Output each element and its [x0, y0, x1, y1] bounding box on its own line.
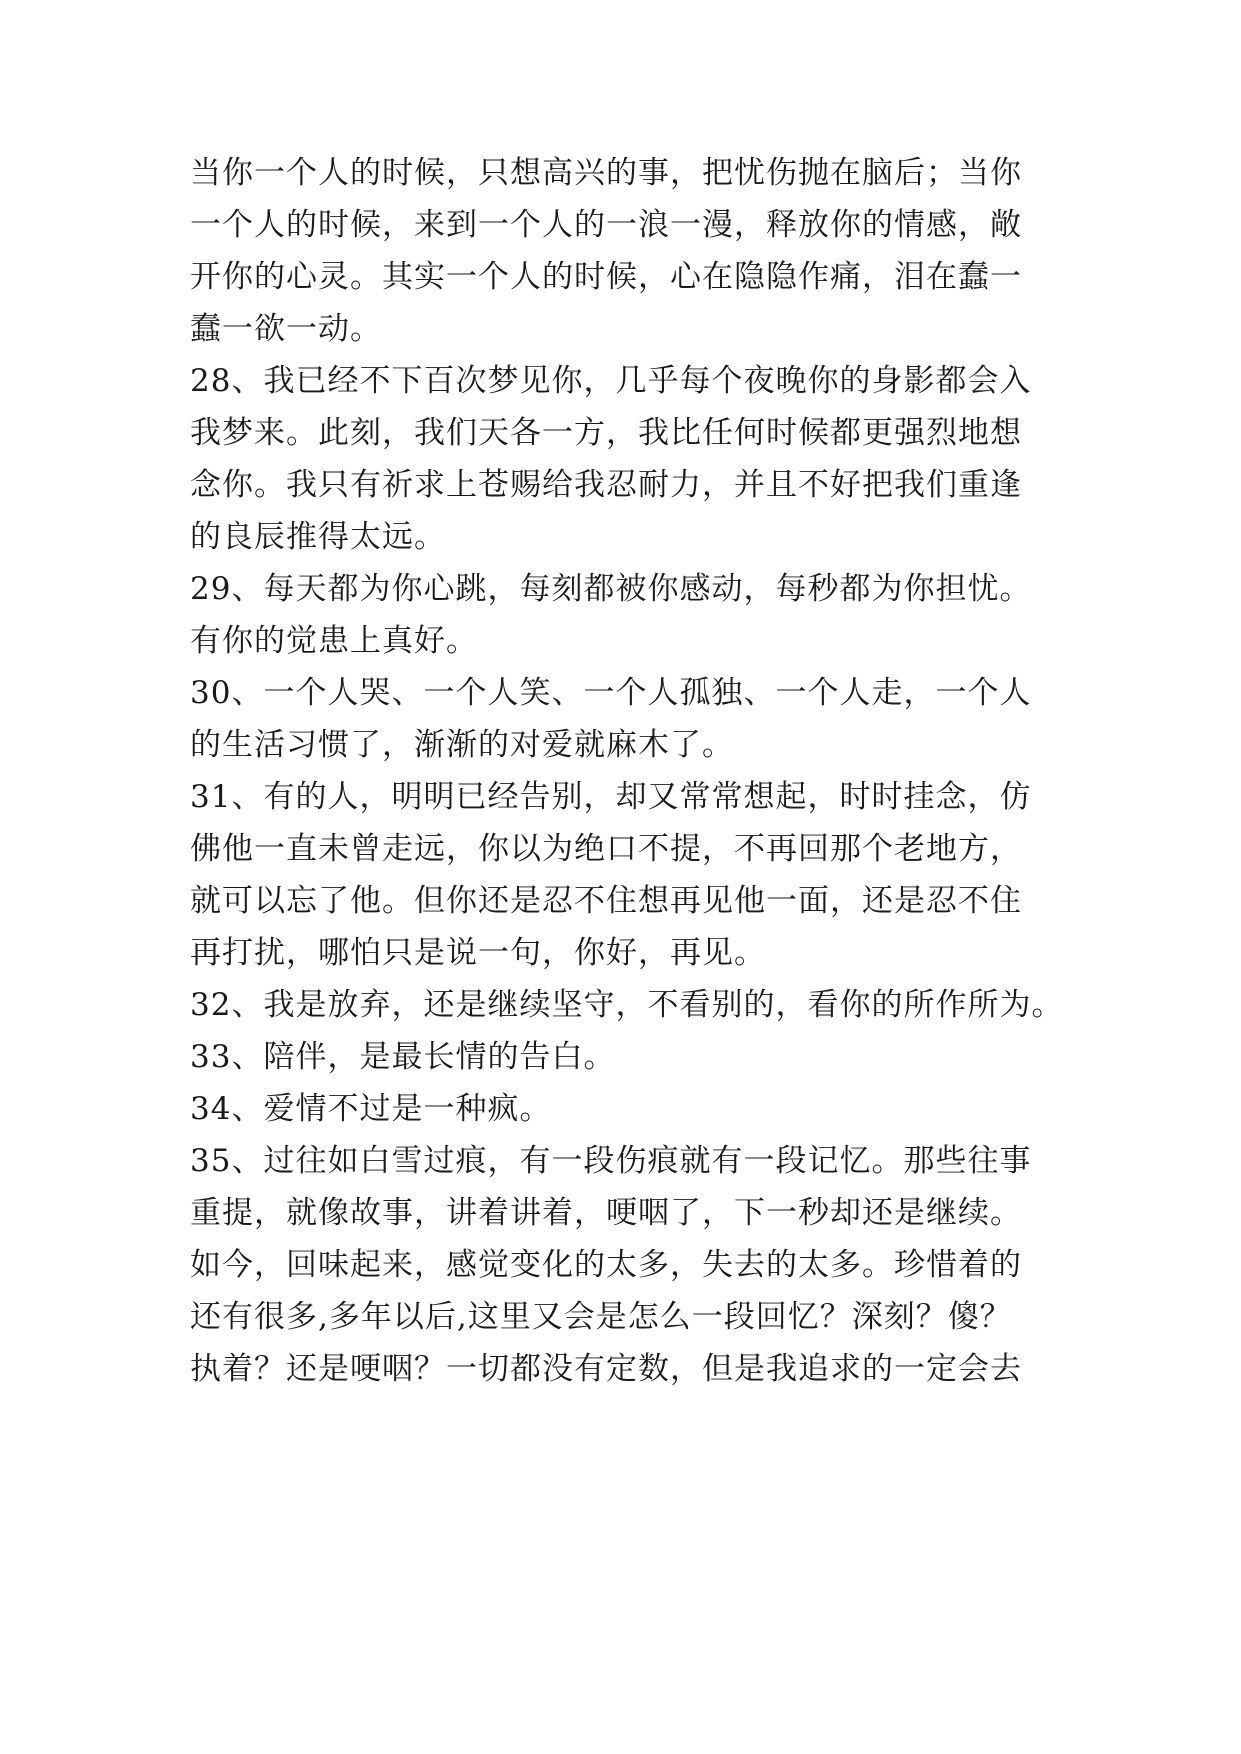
text-line: 29、每天都为你心跳，每刻都被你感动，每秒都为你担忧。	[190, 571, 1032, 607]
text-line: 30、一个人哭、一个人笑、一个人孤独、一个人走，一个人	[190, 675, 1032, 711]
text-line: 32、我是放弃，还是继续坚守，不看别的，看你的所作所为。	[190, 987, 1064, 1023]
text-line: 28、我已经不下百次梦见你，几乎每个夜晚你的身影都会入	[190, 363, 1032, 399]
text-line: 还有很多,多年以后,这里又会是怎么一段回忆？深刻？傻？	[190, 1299, 1012, 1335]
text-line: 蠢一欲一动。	[190, 311, 382, 347]
text-line: 的良辰推得太远。	[190, 519, 446, 555]
text-line: 佛他一直未曾走远，你以为绝口不提，不再回那个老地方，	[190, 831, 1022, 867]
text-line: 执着？还是哽咽？一切都没有定数，但是我追求的一定会去	[190, 1351, 1022, 1387]
text-line: 念你。我只有祈求上苍赐给我忍耐力，并且不好把我们重逢	[190, 467, 1022, 503]
text-line: 34、爱情不过是一种疯。	[190, 1091, 552, 1127]
text-line: 我梦来。此刻，我们天各一方，我比任何时候都更强烈地想	[190, 415, 1022, 451]
text-line: 就可以忘了他。但你还是忍不住想再见他一面，还是忍不住	[190, 883, 1022, 919]
text-line: 开你的心灵。其实一个人的时候，心在隐隐作痛，泪在蠢一	[190, 259, 1022, 295]
text-line: 一个人的时候，来到一个人的一浪一漫，释放你的情感，敞	[190, 207, 1022, 243]
text-line: 当你一个人的时候，只想高兴的事，把忧伤抛在脑后；当你	[190, 155, 1022, 191]
text-line: 有你的觉患上真好。	[190, 623, 478, 659]
text-line: 33、陪伴，是最长情的告白。	[190, 1039, 616, 1075]
text-line: 的生活习惯了，渐渐的对爱就麻木了。	[190, 727, 734, 763]
text-line: 31、有的人，明明已经告别，却又常常想起，时时挂念，仿	[190, 779, 1032, 815]
text-line: 再打扰，哪怕只是说一句，你好，再见。	[190, 935, 766, 971]
text-line: 如今，回味起来，感觉变化的太多，失去的太多。珍惜着的	[190, 1247, 1022, 1283]
text-line: 35、过往如白雪过痕，有一段伤痕就有一段记忆。那些往事	[190, 1143, 1032, 1179]
text-line: 重提，就像故事，讲着讲着，哽咽了，下一秒却还是继续。	[190, 1195, 1022, 1231]
